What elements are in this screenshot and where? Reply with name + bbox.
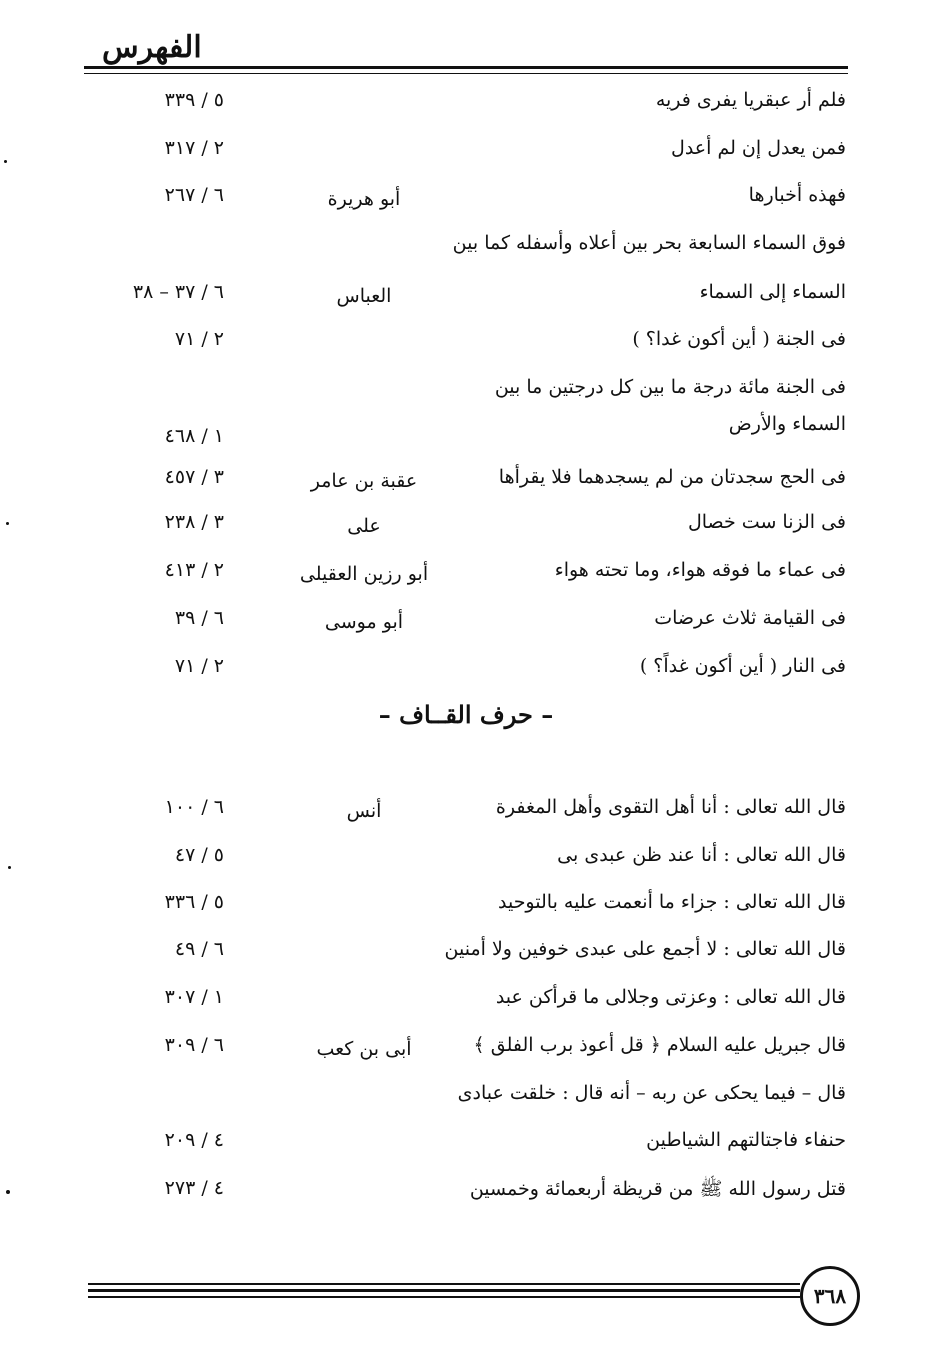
header-rule-thin [84, 73, 848, 74]
narrator: أبى بن كعب [316, 1038, 412, 1060]
list-item [84, 559, 848, 603]
list-item [84, 655, 848, 699]
reference: ٣ / ٢٣٨ [164, 511, 224, 533]
reference: ٦ / ٢٦٧ [164, 184, 224, 206]
list-item [84, 413, 848, 457]
narrator: العباس [336, 285, 392, 307]
entry-text: فهذه أخبارها [748, 184, 846, 206]
section-heading: – حرف القــاف – [378, 700, 554, 729]
scan-speck [4, 160, 7, 163]
entry-text: قال الله تعالى : أنا عند ظن عبدى بى [557, 844, 846, 866]
narrator: أنس [346, 800, 382, 822]
narrator: على [347, 515, 381, 537]
list-item [84, 137, 848, 181]
entry-text: قال الله تعالى : أنا أهل التقوى وأهل المغفرة [495, 796, 846, 818]
reference: ٦ / ٣٩ [174, 607, 224, 629]
entry-text: فى النار ( أين أكون غداً؟ ) [639, 655, 846, 677]
page-number: ٣٦٨ [813, 1284, 847, 1308]
reference: ٢ / ٧١ [174, 655, 224, 677]
list-item [84, 281, 848, 325]
list-item [84, 796, 848, 840]
entry-text: قال الله تعالى : لا أجمع على عبدى خوفين ولا أمنين [444, 938, 846, 960]
list-item [84, 511, 848, 555]
list-item [84, 232, 848, 276]
list-item [84, 986, 848, 1030]
footer-rule-2 [88, 1289, 800, 1292]
reference: ٦ / ٤٩ [174, 938, 224, 960]
entry-text: فى القيامة ثلاث عرضات [654, 607, 846, 629]
list-item [84, 938, 848, 982]
entry-text: فى الحج سجدتان من لم يسجدهما فلا يقرأها [498, 466, 846, 488]
list-item [84, 607, 848, 651]
reference: ٦ / ٣٠٩ [164, 1034, 224, 1056]
list-item [84, 1129, 848, 1173]
list-item [84, 184, 848, 228]
entry-text: فى الجنة ( أين أكون غدا؟ ) [632, 328, 846, 350]
list-item [84, 328, 848, 372]
entry-text: قال الله تعالى : جزاء ما أنعمت عليه بالتوحيد [497, 891, 846, 913]
narrator: أبو موسى [324, 611, 404, 633]
narrator: أبو رزين العقيلى [299, 563, 429, 585]
reference: ٢ / ٤١٣ [164, 559, 224, 581]
reference: ٥ / ٤٧ [174, 844, 224, 866]
entry-text: قال – فيما يحكى عن ربه – أنه قال : خلقت عبادى [457, 1082, 846, 1104]
narrator: أبو هريرة [327, 188, 401, 210]
reference: ٤ / ٢٠٩ [164, 1129, 224, 1151]
reference: ٦ / ١٠٠ [164, 796, 224, 818]
list-item [84, 1082, 848, 1126]
list-item [84, 466, 848, 510]
narrator: عقبة بن عامر [310, 470, 418, 492]
reference: ١ / ٣٠٧ [164, 986, 224, 1008]
reference: ٥ / ٣٣٩ [164, 89, 224, 111]
entry-text: فى الجنة مائة درجة ما بين كل درجتين ما بين [494, 376, 846, 398]
reference: ٢ / ٣١٧ [164, 137, 224, 159]
footer-rule-1 [88, 1283, 800, 1285]
entry-text: قتل رسول الله ﷺ من قريظة أربعمائة وخمسين [469, 1178, 846, 1200]
reference: ٥ / ٣٣٦ [164, 891, 224, 913]
scan-speck [6, 1190, 10, 1194]
entry-text: السماء والأرض [728, 413, 846, 435]
reference: ٣ / ٤٥٧ [164, 466, 224, 488]
entry-text: فلم أر عبقريا يفرى فريه [655, 89, 846, 111]
reference: ٦ / ٣٧ – ٣٨ [132, 281, 224, 303]
reference: ٤ / ٢٧٣ [164, 1177, 224, 1199]
entry-text: فمن يعدل إن لم أعدل [671, 137, 846, 159]
entry-text: السماء إلى السماء [699, 281, 846, 303]
list-item [84, 89, 848, 133]
reference: ١ / ٤٦٨ [164, 425, 224, 447]
list-item [84, 844, 848, 888]
reference: ٢ / ٧١ [174, 328, 224, 350]
scan-speck [6, 522, 9, 525]
entry-text: فوق السماء السابعة بحر بين أعلاه وأسفله كما بين [452, 232, 846, 254]
entry-text: قال الله تعالى : وعزتى وجلالى ما قرأكن عبد [495, 986, 846, 1008]
entry-text: فى الزنا ست خصال [687, 511, 846, 533]
page-number-badge [800, 1266, 860, 1326]
header-rule-thick [84, 66, 848, 69]
entry-text: فى عماء ما فوقه هواء، وما تحته هواء [554, 559, 846, 581]
page-title: الفهرس [102, 30, 202, 65]
entry-text: قال جبريل عليه السلام ﴿ قل أعوذ برب الفلق ﴾ [473, 1034, 846, 1056]
page-header [84, 20, 848, 80]
list-item [84, 1177, 848, 1221]
entry-text: حنفاء فاجتالتهم الشياطين [646, 1129, 846, 1151]
footer-rule-3 [88, 1296, 800, 1298]
scan-speck [8, 866, 11, 869]
list-item [84, 1034, 848, 1078]
list-item [84, 891, 848, 935]
